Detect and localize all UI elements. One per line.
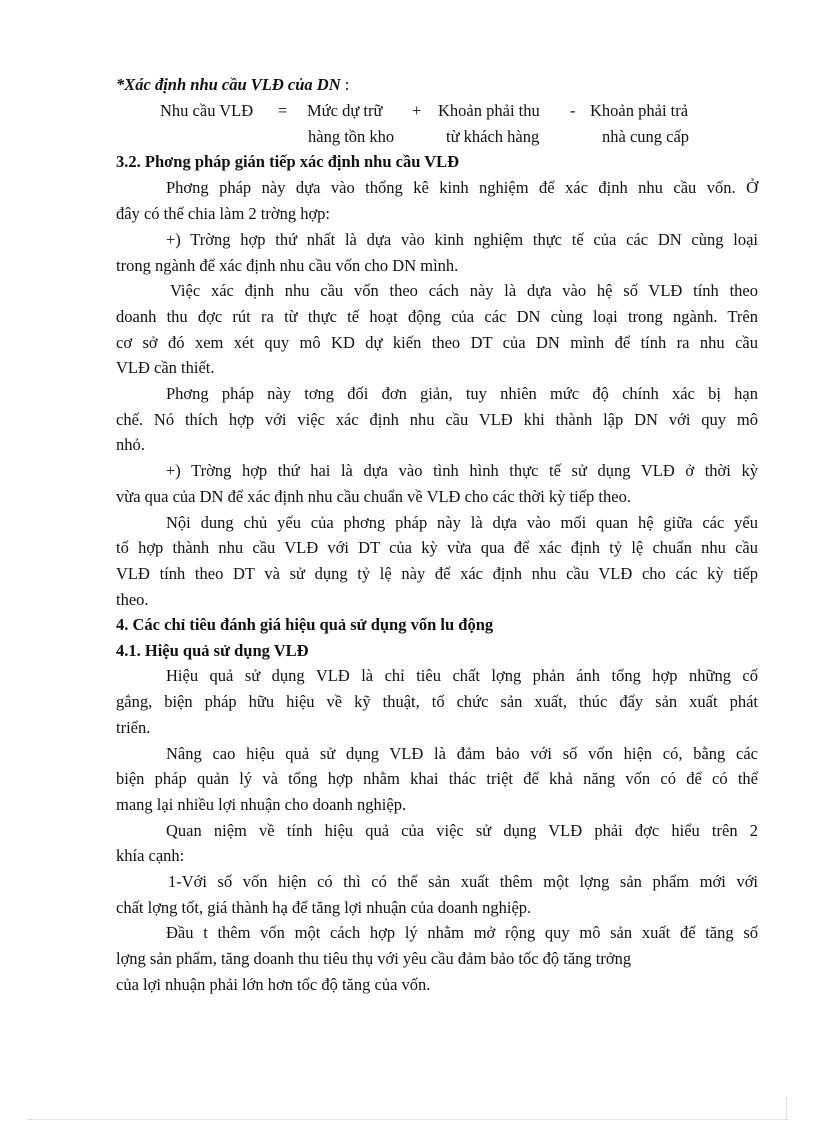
p9-line-1: Quan niệm về tính hiệu quả của việc sử dụng VLĐ phải đợc hiểu trên 2: [166, 821, 758, 840]
p2-line-2: trong ngành để xác định nhu cầu vốn cho DN mình.: [116, 256, 459, 275]
p7-line-3: triển.: [116, 718, 151, 737]
p4-line-2: chế. Nó thích hợp với việc xác định nhu cầu VLĐ khi thành lập DN với quy mô: [116, 410, 758, 429]
p1-line-1: Phơng pháp này dựa vào thống kê kinh nghiệm để xác định nhu cầu vốn. Ở: [166, 178, 758, 197]
p7-line-2: gắng, biện pháp hữu hiệu về kỹ thuật, tổ chức sản xuất, thúc đẩy sản xuất phát: [116, 692, 758, 711]
footer-dotted-rule: [28, 1119, 788, 1120]
formula-term-1: Mức dự trữ: [307, 101, 383, 120]
p10-line-1: 1-Với số vốn hiện có thì có thể sản xuất thêm một lợng sản phẩm mới với: [168, 872, 758, 891]
p1-line-2: đây có thể chia làm 2 trờng hợp:: [116, 204, 331, 223]
p5-line-1: +) Trờng hợp thứ hai là dựa vào tình hình thực tế sử dụng VLĐ ở thời kỳ: [166, 461, 758, 480]
p8-line-1: Nâng cao hiệu quả sử dụng VLĐ là đảm bảo với số vốn hiện có, bằng các: [166, 744, 758, 763]
p5-line-2: vừa qua của DN để xác định nhu cầu chuẩn về VLĐ cho các thời kỳ tiếp theo.: [116, 487, 631, 506]
p11-line-3: của lợi nhuận phải lớn hơn tốc độ tăng của vốn.: [116, 975, 431, 994]
p6-line-4: theo.: [116, 590, 149, 609]
formula-term-3-sub: nhà cung cấp: [602, 127, 690, 146]
p11-line-1: Đầu t thêm vốn một cách hợp lý nhằm mở rộng quy mô sản xuất để tăng số: [166, 923, 758, 942]
p6-line-3: VLĐ tính theo DT và sử dụng tỷ lệ này để xác định nhu cầu VLĐ cho các kỳ tiếp: [116, 564, 758, 583]
formula-term-2-sub: từ khách hàng: [446, 127, 540, 146]
formula-minus: -: [570, 101, 576, 120]
p3-line-3: cơ sở đó xem xét quy mô KD dự kiến theo DT của DN mình để tính ra nhu cầu: [116, 333, 758, 352]
p3-line-2: doanh thu đợc rút ra từ thực tế hoạt động của các DN cùng loại trong ngành. Trên: [116, 307, 758, 326]
section-4-1-heading: 4.1. Hiệu quả sử dụng VLĐ: [116, 641, 309, 660]
p6-line-2: tố hợp thành nhu cầu VLĐ với DT của kỳ vừa qua để xác định tỷ lệ chuẩn nhu cầu: [116, 538, 758, 557]
formula-term-3: Khoản phải trả: [590, 101, 689, 120]
demand-heading-text: *Xác định nhu cầu VLĐ của DN: [116, 75, 341, 94]
p8-line-3: mang lại nhiều lợi nhuận cho doanh nghiệp.: [116, 795, 407, 814]
p4-line-3: nhỏ.: [116, 435, 145, 454]
p7-line-1: Hiệu quả sử dụng VLĐ là chỉ tiêu chất lợng phản ánh tổng hợp những cố: [166, 666, 758, 685]
formula-term-1-sub: hàng tồn kho: [308, 127, 395, 146]
p10-line-2: chất lợng tốt, giá thành hạ để tăng lợi nhuận của doanh nghiệp.: [116, 898, 532, 917]
demand-heading: [116, 74, 756, 96]
p3-line-1: Việc xác định nhu cầu vốn theo cách này là dựa vào hệ số VLĐ tính theo: [170, 281, 758, 300]
p6-line-1: Nội dung chủ yếu của phơng pháp này là dựa vào mối quan hệ giữa các yếu: [166, 513, 758, 532]
formula-term-2: Khoản phải thu: [438, 101, 540, 120]
formula-plus: +: [412, 101, 422, 120]
formula-lhs: Nhu cầu VLĐ: [160, 101, 254, 120]
demand-heading-colon: :: [340, 75, 350, 94]
formula-equals: =: [278, 101, 288, 120]
p3-line-4: VLĐ cần thiết.: [116, 358, 215, 377]
footer-dotted-tick: [786, 1098, 787, 1120]
p8-line-2: biện pháp quản lý và tổng hợp nhằm khai thác triệt để khả năng vốn có để có thể: [116, 769, 758, 788]
section-3-2-heading: 3.2. Phơng pháp gián tiếp xác định nhu cầu VLĐ: [116, 152, 460, 171]
p11-line-2: lợng sản phẩm, tăng doanh thu tiêu thụ với yêu cầu đảm bảo tốc độ tăng trởng: [116, 949, 632, 968]
p2-line-1: +) Trờng hợp thứ nhất là dựa vào kinh nghiệm thực tế của các DN cùng loại: [166, 230, 758, 249]
p9-line-2: khía cạnh:: [116, 846, 185, 865]
section-4-heading: 4. Các chỉ tiêu đánh giá hiệu quả sử dụng vốn lu động: [116, 615, 494, 634]
p4-line-1: Phơng pháp này tơng đối đơn giản, tuy nhiên mức độ chính xác bị hạn: [166, 384, 758, 403]
